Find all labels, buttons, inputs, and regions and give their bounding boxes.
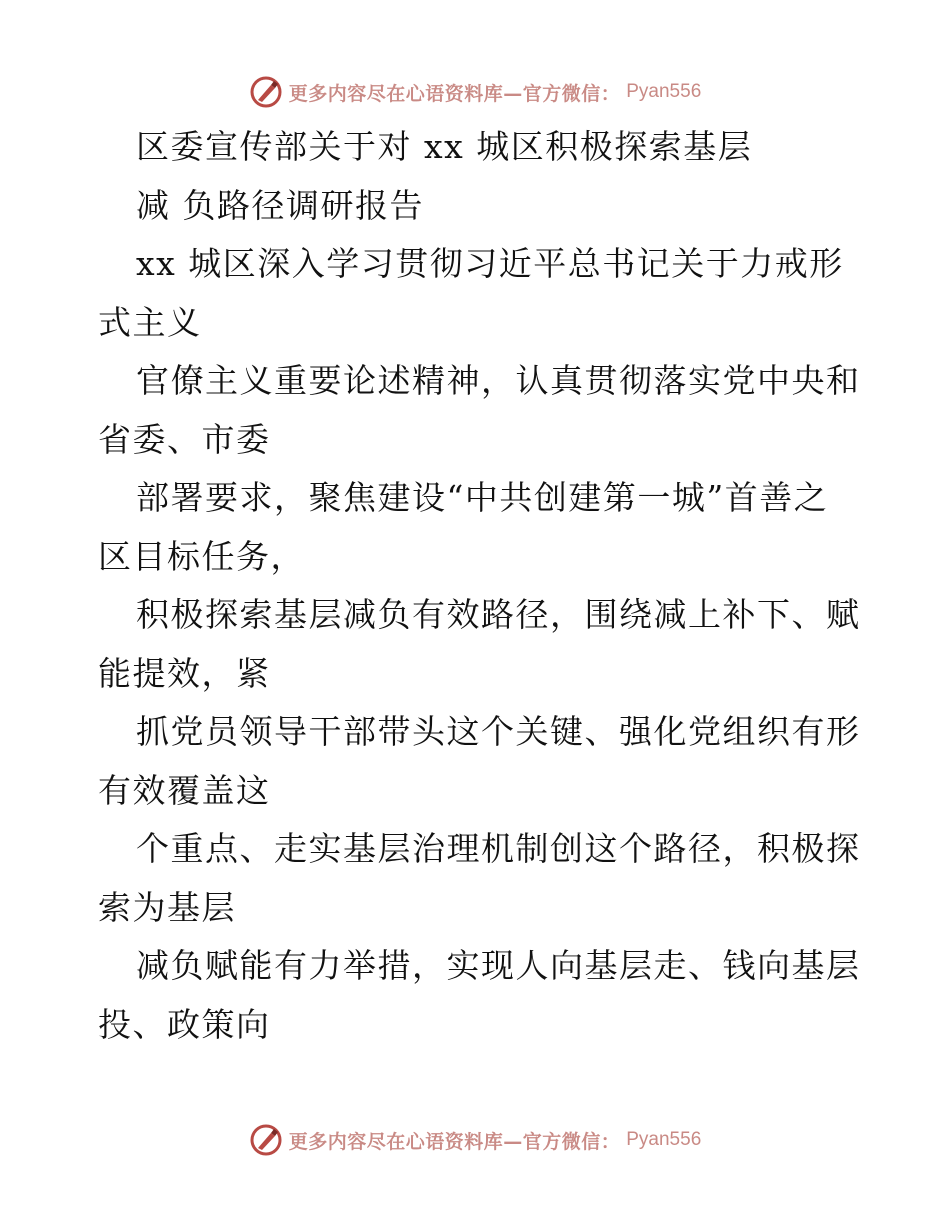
doc-line-12: 有效覆盖这 <box>98 770 271 810</box>
doc-line-3: xx 城区深入学习贯彻习近平总书记关于力戒形 <box>136 244 844 283</box>
doc-line-1: 区委宣传部关于对 xx 城区积极探索基层 <box>136 127 753 166</box>
doc-line-11: 抓党员领导干部带头这个关键、强化党组织有形 <box>136 712 861 751</box>
doc-line-16: 投、政策向 <box>98 1004 271 1044</box>
footer-watermark <box>0 1120 950 1160</box>
doc-line-15: 减负赋能有力举措，实现人向基层走、钱向基层 <box>136 946 861 985</box>
watermark-wechat-id: Pyan556 <box>626 81 702 102</box>
doc-line-9: 积极探索基层减负有效路径，围绕减上补下、赋 <box>136 595 861 634</box>
document-body <box>98 118 861 1054</box>
doc-line-5: 官僚主义重要论述精神，认真贯彻落实党中央和 <box>136 361 861 400</box>
watermark-text: 更多内容尽在心语资料库—官方微信： <box>288 1130 621 1153</box>
doc-line-2: 减 负路径调研报告 <box>136 185 424 225</box>
doc-line-8: 区目标任务， <box>98 536 305 576</box>
watermark-text: 更多内容尽在心语资料库—官方微信： <box>288 82 621 105</box>
watermark-wechat-id: Pyan556 <box>626 1129 702 1150</box>
doc-line-10: 能提效，紧 <box>98 653 271 693</box>
doc-line-6: 省委、市委 <box>98 419 271 459</box>
doc-line-14: 索为基层 <box>98 887 236 927</box>
pen-logo-icon <box>249 75 283 109</box>
doc-line-13: 个重点、走实基层治理机制创这个路径，积极探 <box>136 829 861 868</box>
doc-line-7: 部署要求，聚焦建设“中共创建第一城”首善之 <box>136 478 829 517</box>
header-watermark <box>0 72 950 112</box>
doc-line-4: 式主义 <box>98 302 202 342</box>
pen-logo-icon <box>249 1123 283 1157</box>
